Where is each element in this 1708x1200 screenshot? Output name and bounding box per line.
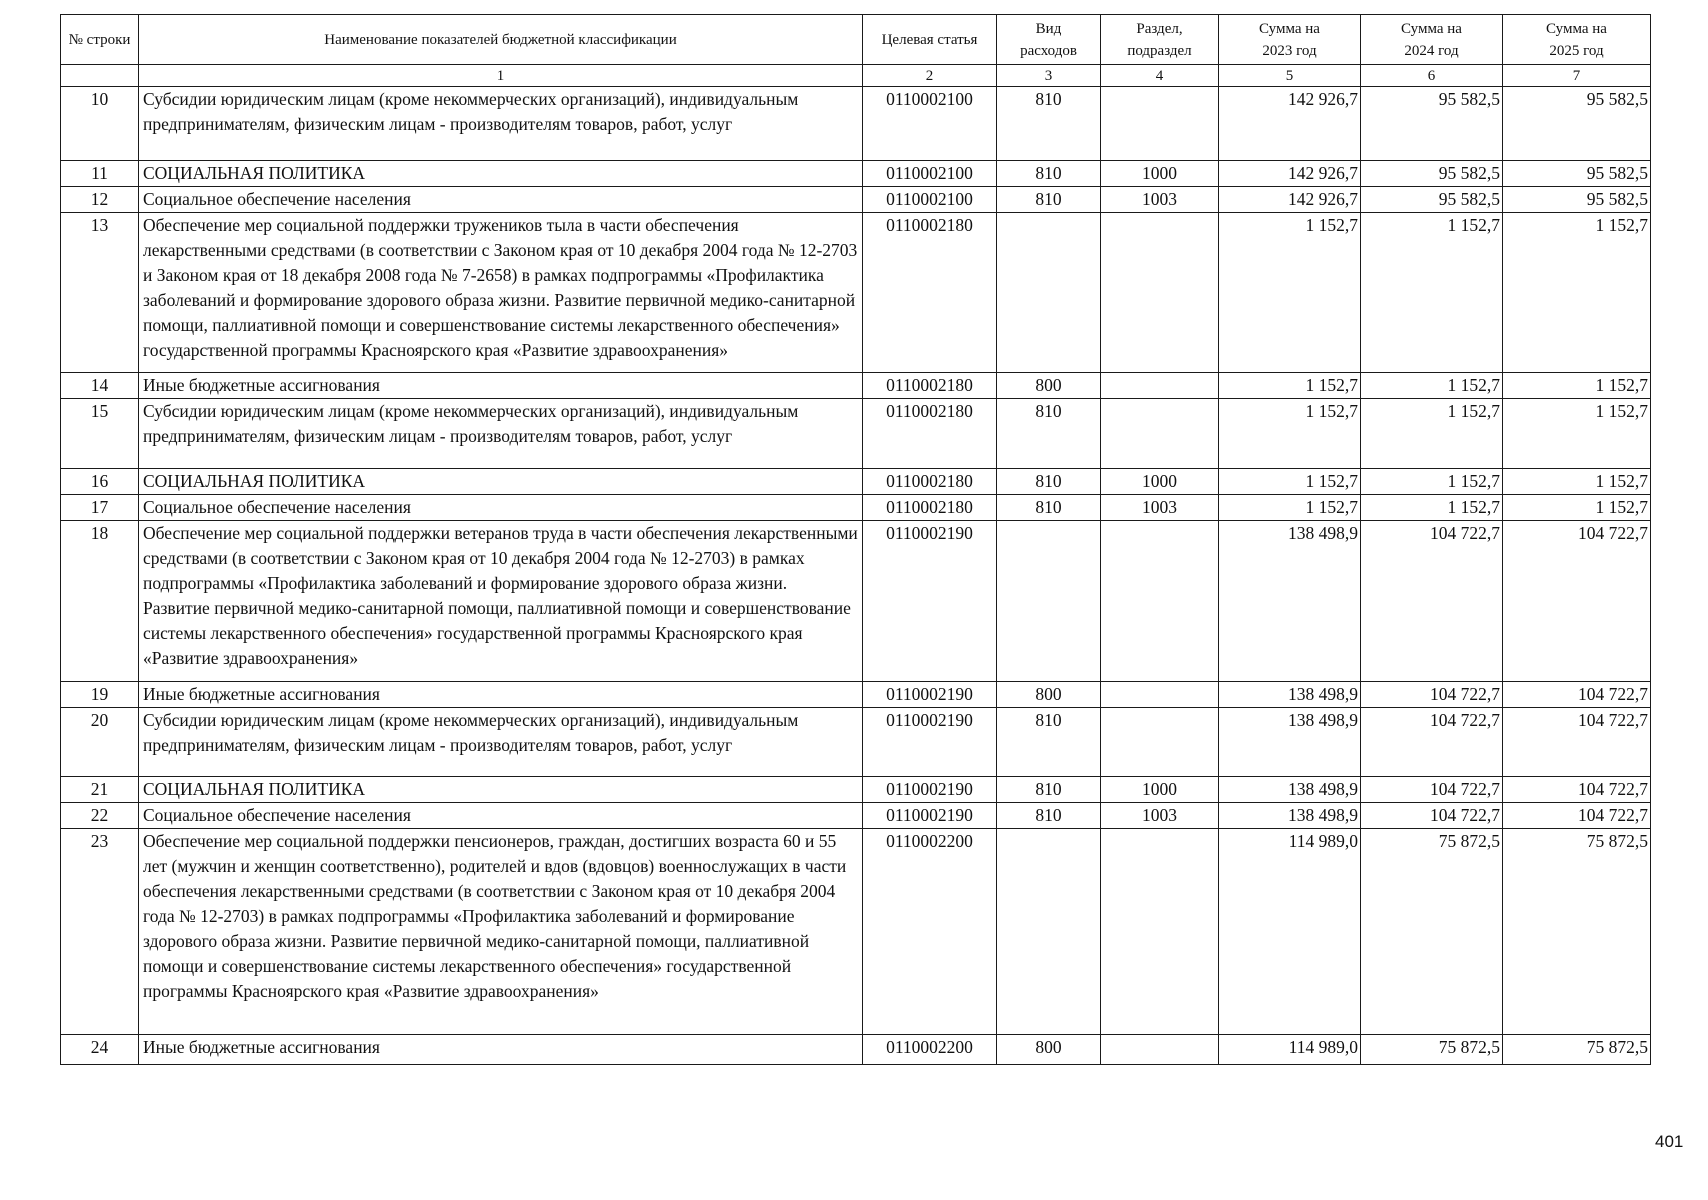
sum-2023-cell: 138 498,9: [1219, 777, 1361, 803]
sum-2025-cell: 1 152,7: [1503, 373, 1651, 399]
row-number-cell: 11: [61, 161, 139, 187]
row-number-cell: 21: [61, 777, 139, 803]
header-row: [61, 15, 1651, 65]
sum-2023-cell: 138 498,9: [1219, 682, 1361, 708]
indicator-name-cell: Субсидии юридическим лицам (кроме некоммерческих организаций), индивидуальным предпринимателям, физическим лицам - производителям товаров, работ, услуг: [139, 708, 863, 777]
section-cell: [1101, 213, 1219, 373]
indicator-name-cell: СОЦИАЛЬНАЯ ПОЛИТИКА: [139, 777, 863, 803]
section-cell: 1003: [1101, 187, 1219, 213]
table-row: [61, 87, 1651, 161]
header-sum-2024: Сумма на 2024 год: [1361, 15, 1503, 65]
sum-2023-cell: 1 152,7: [1219, 213, 1361, 373]
table-row: [61, 829, 1651, 1035]
sum-2023-cell: 114 989,0: [1219, 1035, 1361, 1065]
sum-2024-cell: 104 722,7: [1361, 682, 1503, 708]
sum-2023-cell: 142 926,7: [1219, 161, 1361, 187]
section-cell: [1101, 1035, 1219, 1065]
table-row: [61, 187, 1651, 213]
table-row: [61, 1035, 1651, 1065]
target-article-cell: 0110002180: [863, 495, 997, 521]
column-number: [61, 65, 139, 87]
target-article-cell: 0110002100: [863, 161, 997, 187]
row-number-cell: 14: [61, 373, 139, 399]
indicator-name-cell: Субсидии юридическим лицам (кроме некоммерческих организаций), индивидуальным предпринимателям, физическим лицам - производителям товаров, работ, услуг: [139, 399, 863, 469]
section-cell: [1101, 373, 1219, 399]
expense-type-cell: [997, 213, 1101, 373]
section-cell: 1000: [1101, 161, 1219, 187]
target-article-cell: 0110002180: [863, 213, 997, 373]
expense-type-cell: 800: [997, 1035, 1101, 1065]
indicator-name-cell: Обеспечение мер социальной поддержки ветеранов труда в части обеспечения лекарственными средствами (в соответствии с Законом края от 10 декабря 2004 года № 12-2703) в рамках подпрограммы «Профилактика заболеваний и формирование здорового образа жизни. Развитие первичной медико-санитарной помощи, паллиативной помощи и совершенствование системы лекарственного обеспечения» государственной программы Красноярского края «Развитие здравоохранения»: [139, 521, 863, 682]
row-number-cell: 18: [61, 521, 139, 682]
table-row: [61, 161, 1651, 187]
sum-2023-cell: 138 498,9: [1219, 521, 1361, 682]
target-article-cell: 0110002100: [863, 87, 997, 161]
row-number-cell: 22: [61, 803, 139, 829]
expense-type-cell: 810: [997, 803, 1101, 829]
budget-table: [60, 14, 1651, 1065]
header-sum-2023: Сумма на 2023 год: [1219, 15, 1361, 65]
target-article-cell: 0110002190: [863, 777, 997, 803]
section-cell: [1101, 87, 1219, 161]
sum-2024-cell: 1 152,7: [1361, 469, 1503, 495]
target-article-cell: 0110002100: [863, 187, 997, 213]
row-number-cell: 19: [61, 682, 139, 708]
column-number: 1: [139, 65, 863, 87]
sum-2024-cell: 1 152,7: [1361, 399, 1503, 469]
section-cell: 1000: [1101, 469, 1219, 495]
sum-2025-cell: 104 722,7: [1503, 708, 1651, 777]
header-exp-type: Вид расходов: [997, 15, 1101, 65]
indicator-name-cell: СОЦИАЛЬНАЯ ПОЛИТИКА: [139, 469, 863, 495]
section-cell: [1101, 682, 1219, 708]
header-target: Целевая статья: [863, 15, 997, 65]
expense-type-cell: 810: [997, 708, 1101, 777]
indicator-name-cell: Обеспечение мер социальной поддержки тружеников тыла в части обеспечения лекарственными средствами (в соответствии с Законом края от 10 декабря 2004 года № 12-2703 и Законом края от 18 декабря 2008 года № 7-2658) в рамках подпрограммы «Профилактика заболеваний и формирование здорового образа жизни. Развитие первичной медико-санитарной помощи, паллиативной помощи и совершенствование системы лекарственного обеспечения» государственной программы Красноярского края «Развитие здравоохранения»: [139, 213, 863, 373]
target-article-cell: 0110002190: [863, 803, 997, 829]
sum-2024-cell: 104 722,7: [1361, 803, 1503, 829]
table-row: [61, 682, 1651, 708]
column-number: 2: [863, 65, 997, 87]
table-row: [61, 495, 1651, 521]
expense-type-cell: 810: [997, 495, 1101, 521]
expense-type-cell: 810: [997, 161, 1101, 187]
row-number-cell: 20: [61, 708, 139, 777]
table-row: [61, 469, 1651, 495]
column-number: 7: [1503, 65, 1651, 87]
indicator-name-cell: Иные бюджетные ассигнования: [139, 373, 863, 399]
sum-2023-cell: 142 926,7: [1219, 187, 1361, 213]
row-number-cell: 15: [61, 399, 139, 469]
section-cell: 1003: [1101, 803, 1219, 829]
sum-2025-cell: 104 722,7: [1503, 521, 1651, 682]
target-article-cell: 0110002190: [863, 708, 997, 777]
table-body: [61, 87, 1651, 1065]
expense-type-cell: 800: [997, 373, 1101, 399]
sum-2025-cell: 95 582,5: [1503, 161, 1651, 187]
indicator-name-cell: Социальное обеспечение населения: [139, 495, 863, 521]
sum-2023-cell: 1 152,7: [1219, 373, 1361, 399]
indicator-name-cell: Социальное обеспечение населения: [139, 803, 863, 829]
target-article-cell: 0110002180: [863, 399, 997, 469]
expense-type-cell: [997, 521, 1101, 682]
sum-2024-cell: 75 872,5: [1361, 1035, 1503, 1065]
table-row: [61, 521, 1651, 682]
table-row: [61, 373, 1651, 399]
indicator-name-cell: Обеспечение мер социальной поддержки пенсионеров, граждан, достигших возраста 60 и 55 лет (мужчин и женщин соответственно), родителей и вдов (вдовцов) военнослужащих в части обеспечения лекарственными средствами (в соответствии с Законом края от 10 декабря 2004 года № 12-2703) в рамках подпрограммы «Профилактика заболеваний и формирование здорового образа жизни. Развитие первичной медико-санитарной помощи, паллиативной помощи и совершенствование системы лекарственного обеспечения» государственной программы Красноярского края «Развитие здравоохранения»: [139, 829, 863, 1035]
target-article-cell: 0110002190: [863, 521, 997, 682]
expense-type-cell: 810: [997, 399, 1101, 469]
expense-type-cell: 810: [997, 777, 1101, 803]
row-number-cell: 10: [61, 87, 139, 161]
row-number-cell: 12: [61, 187, 139, 213]
sum-2023-cell: 1 152,7: [1219, 399, 1361, 469]
sum-2025-cell: 75 872,5: [1503, 829, 1651, 1035]
column-number-row: [61, 65, 1651, 87]
row-number-cell: 23: [61, 829, 139, 1035]
row-number-cell: 17: [61, 495, 139, 521]
sum-2023-cell: 114 989,0: [1219, 829, 1361, 1035]
indicator-name-cell: СОЦИАЛЬНАЯ ПОЛИТИКА: [139, 161, 863, 187]
expense-type-cell: [997, 829, 1101, 1035]
page-number: 401: [1655, 1132, 1684, 1151]
indicator-name-cell: Иные бюджетные ассигнования: [139, 682, 863, 708]
section-cell: 1000: [1101, 777, 1219, 803]
indicator-name-cell: Иные бюджетные ассигнования: [139, 1035, 863, 1065]
table-row: [61, 777, 1651, 803]
table-row: [61, 213, 1651, 373]
sum-2024-cell: 75 872,5: [1361, 829, 1503, 1035]
column-number: 6: [1361, 65, 1503, 87]
expense-type-cell: 810: [997, 469, 1101, 495]
header-row-no: № строки: [61, 15, 139, 65]
sum-2024-cell: 1 152,7: [1361, 495, 1503, 521]
target-article-cell: 0110002180: [863, 469, 997, 495]
table-row: [61, 708, 1651, 777]
sum-2024-cell: 1 152,7: [1361, 373, 1503, 399]
table-row: [61, 399, 1651, 469]
section-cell: [1101, 708, 1219, 777]
column-number: 5: [1219, 65, 1361, 87]
indicator-name-cell: Субсидии юридическим лицам (кроме некоммерческих организаций), индивидуальным предпринимателям, физическим лицам - производителям товаров, работ, услуг: [139, 87, 863, 161]
sum-2024-cell: 95 582,5: [1361, 161, 1503, 187]
table-row: [61, 803, 1651, 829]
sum-2025-cell: 104 722,7: [1503, 803, 1651, 829]
sum-2024-cell: 1 152,7: [1361, 213, 1503, 373]
section-cell: [1101, 399, 1219, 469]
section-cell: [1101, 829, 1219, 1035]
sum-2023-cell: 138 498,9: [1219, 803, 1361, 829]
row-number-cell: 16: [61, 469, 139, 495]
header-name: Наименование показателей бюджетной классификации: [139, 15, 863, 65]
sum-2024-cell: 95 582,5: [1361, 87, 1503, 161]
target-article-cell: 0110002190: [863, 682, 997, 708]
column-number: 3: [997, 65, 1101, 87]
sum-2025-cell: 1 152,7: [1503, 213, 1651, 373]
sum-2025-cell: 1 152,7: [1503, 495, 1651, 521]
header-section: Раздел, подраздел: [1101, 15, 1219, 65]
column-number: 4: [1101, 65, 1219, 87]
sum-2023-cell: 1 152,7: [1219, 469, 1361, 495]
sum-2025-cell: 104 722,7: [1503, 777, 1651, 803]
sum-2023-cell: 138 498,9: [1219, 708, 1361, 777]
sum-2024-cell: 104 722,7: [1361, 521, 1503, 682]
sum-2023-cell: 1 152,7: [1219, 495, 1361, 521]
sum-2025-cell: 1 152,7: [1503, 399, 1651, 469]
expense-type-cell: 800: [997, 682, 1101, 708]
indicator-name-cell: Социальное обеспечение населения: [139, 187, 863, 213]
sum-2025-cell: 95 582,5: [1503, 87, 1651, 161]
sum-2024-cell: 104 722,7: [1361, 708, 1503, 777]
sum-2025-cell: 104 722,7: [1503, 682, 1651, 708]
row-number-cell: 24: [61, 1035, 139, 1065]
sum-2025-cell: 75 872,5: [1503, 1035, 1651, 1065]
section-cell: [1101, 521, 1219, 682]
header-sum-2025: Сумма на 2025 год: [1503, 15, 1651, 65]
target-article-cell: 0110002200: [863, 829, 997, 1035]
section-cell: 1003: [1101, 495, 1219, 521]
sum-2023-cell: 142 926,7: [1219, 87, 1361, 161]
expense-type-cell: 810: [997, 187, 1101, 213]
row-number-cell: 13: [61, 213, 139, 373]
sum-2025-cell: 95 582,5: [1503, 187, 1651, 213]
target-article-cell: 0110002200: [863, 1035, 997, 1065]
target-article-cell: 0110002180: [863, 373, 997, 399]
expense-type-cell: 810: [997, 87, 1101, 161]
sum-2025-cell: 1 152,7: [1503, 469, 1651, 495]
sum-2024-cell: 95 582,5: [1361, 187, 1503, 213]
sum-2024-cell: 104 722,7: [1361, 777, 1503, 803]
